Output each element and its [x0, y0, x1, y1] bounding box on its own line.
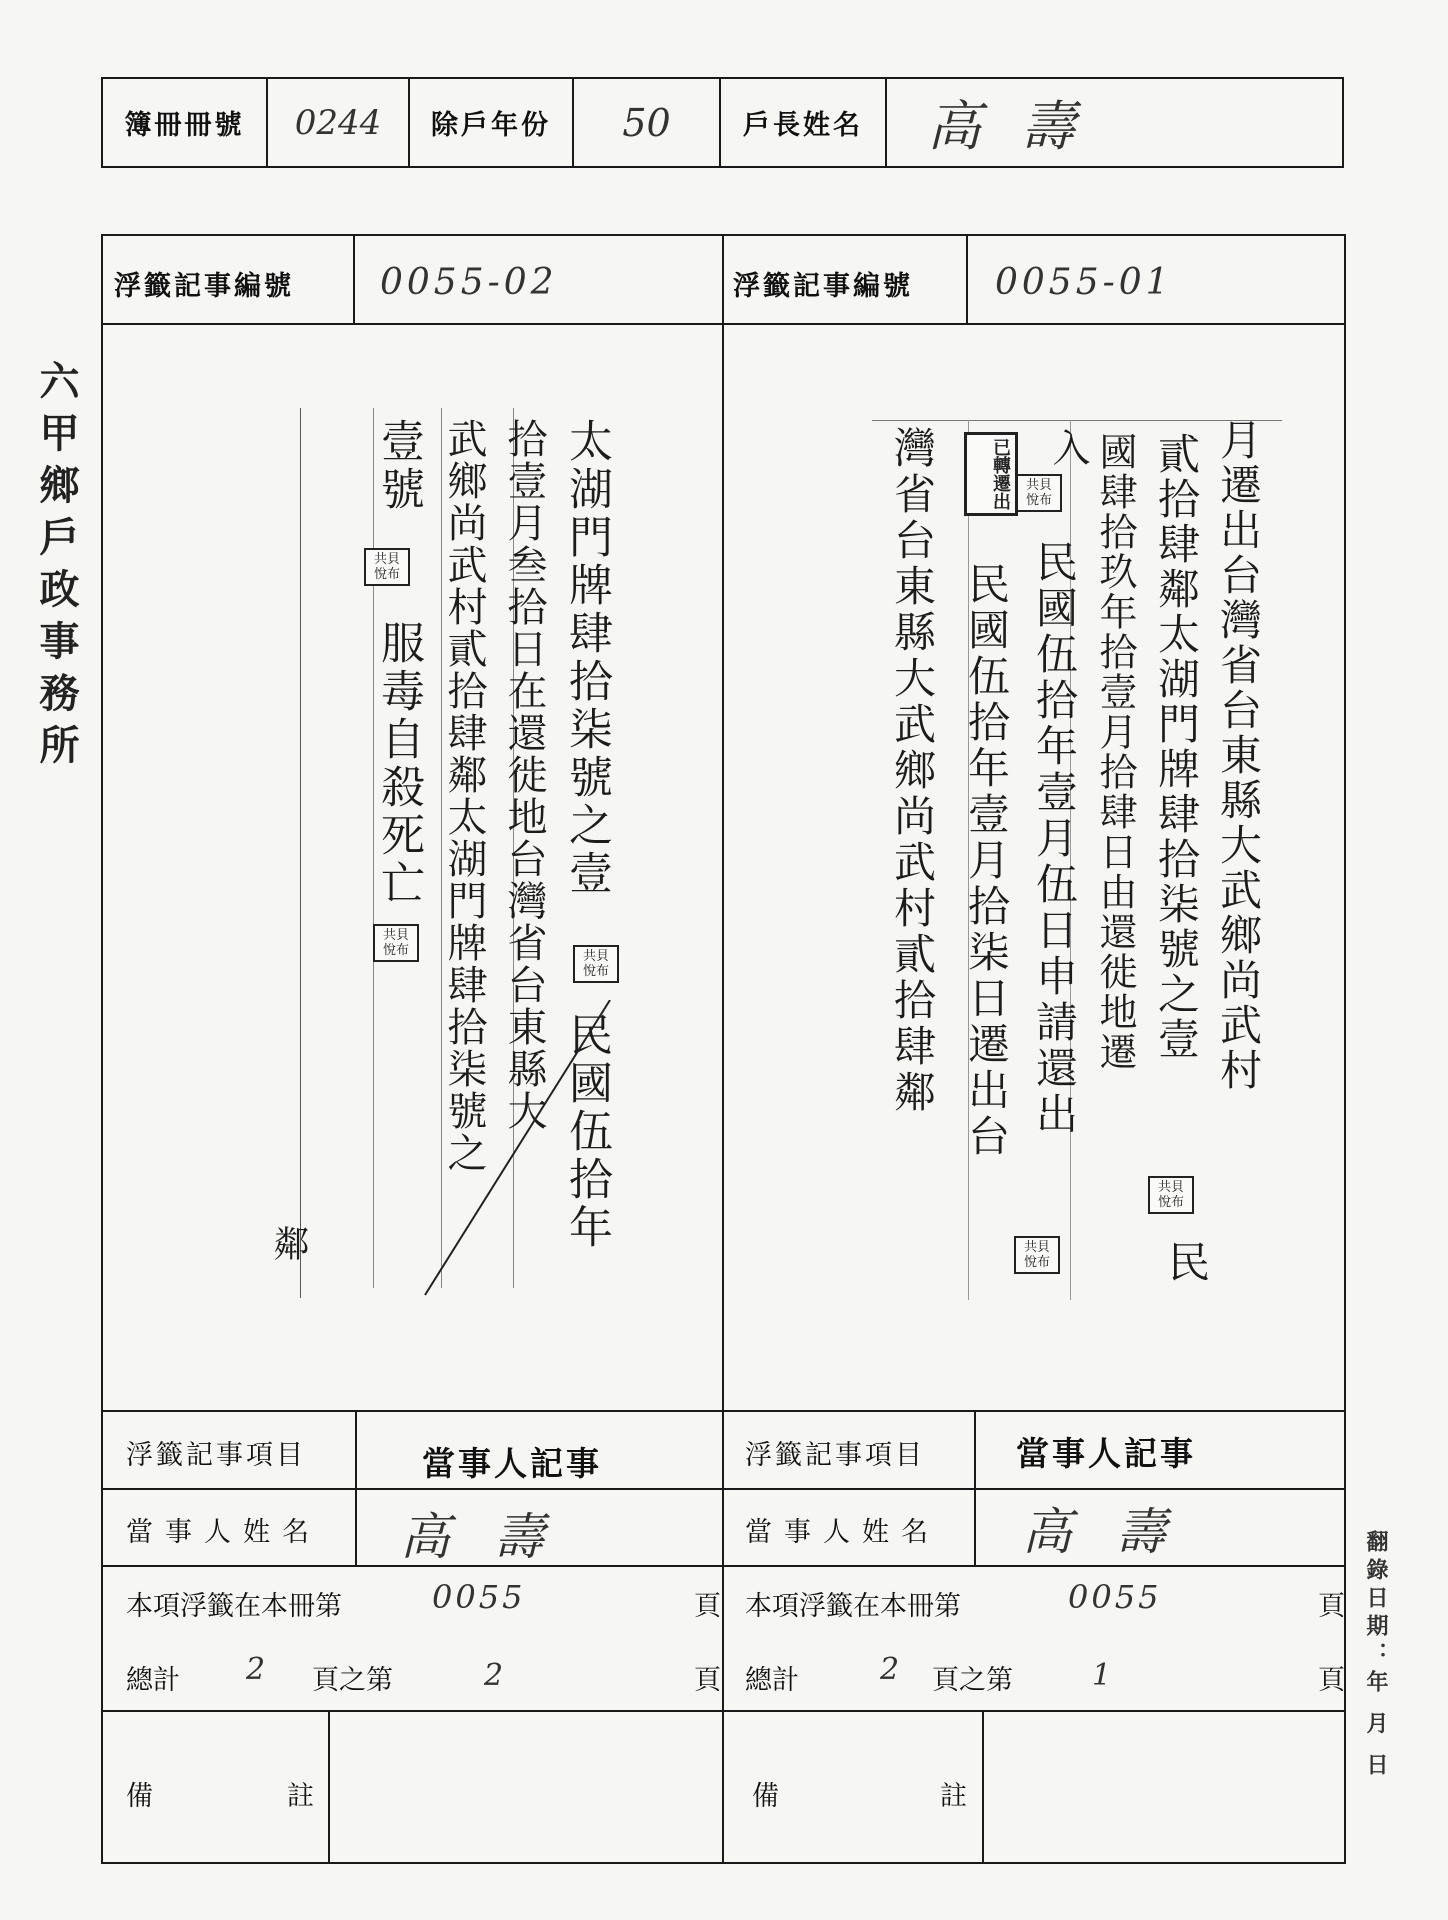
right-item-label: 浮籤記事項目	[745, 1440, 925, 1471]
book-no-label-cell	[103, 79, 268, 166]
left-seal-2: 共貝悅布	[373, 924, 419, 962]
book-no-label: 簿冊冊號	[124, 110, 245, 141]
item-row-line	[101, 1488, 1346, 1490]
book-no-value: 0244	[294, 102, 382, 143]
left-page-value: 0055	[432, 1578, 526, 1616]
pages-row-line	[101, 1710, 1346, 1712]
left-body-col-2: 民國伍拾年	[561, 1012, 612, 1252]
right-item-sep	[974, 1410, 976, 1565]
left-item-sep	[355, 1410, 357, 1565]
right-seal-2: 共貝悅布	[1148, 1176, 1194, 1214]
right-page-prefix: 本項浮籤在本冊第	[745, 1591, 961, 1622]
right-record-no-value: 0055-01	[995, 262, 1173, 303]
right-remark-label-b: 註	[940, 1781, 967, 1812]
right-total-index: 1	[1092, 1658, 1112, 1693]
left-total-index: 2	[484, 1658, 504, 1693]
head-name-label-cell	[721, 79, 887, 166]
center-divider	[722, 234, 724, 1864]
left-remark-label-a: 備	[126, 1781, 153, 1812]
right-body-col-1: 月遷出台灣省台東縣大武鄉尚武村	[1214, 418, 1263, 1093]
left-remark-sep	[328, 1710, 330, 1864]
left-body-col-6: 服毒自殺死亡	[373, 620, 424, 908]
right-item-value: 當事人記事	[1016, 1434, 1196, 1473]
left-total-value: 2	[246, 1652, 266, 1687]
copy-date-side-label: 翻錄日期：年 月 日	[1363, 1530, 1388, 1782]
right-person-value: 高壽	[1022, 1503, 1210, 1561]
right-total-suffix: 頁	[1318, 1665, 1345, 1696]
right-body-col-6: 民國伍拾年壹月伍日申請還出	[1030, 540, 1079, 1138]
right-total-prefix: 總計	[745, 1665, 799, 1696]
book-no-value-cell	[268, 79, 410, 166]
right-person-label: 當事人姓名	[745, 1517, 940, 1548]
right-body-col-4: 國肆拾玖年拾壹月拾肆日由還徙地遷	[1093, 432, 1137, 1072]
removal-year-value-cell	[574, 79, 721, 166]
left-item-label: 浮籤記事項目	[126, 1440, 306, 1471]
right-remark-label-a: 備	[752, 1781, 779, 1812]
left-seal-3: 共貝悅布	[573, 945, 619, 983]
right-page-suffix: 頁	[1318, 1591, 1345, 1622]
left-record-no-label: 浮籤記事編號	[114, 271, 294, 302]
left-item-value: 當事人記事	[422, 1444, 602, 1483]
right-page-value: 0055	[1068, 1578, 1162, 1616]
right-body-col-3: 民	[1162, 1240, 1211, 1286]
left-side-mark: 鄰	[268, 1225, 309, 1265]
removal-year-value: 50	[622, 100, 671, 145]
right-record-no-label: 浮籤記事編號	[733, 271, 913, 302]
body-bottom-line	[101, 1410, 1346, 1412]
left-total-prefix: 總計	[126, 1665, 180, 1696]
left-seal-1: 共貝悅布	[364, 548, 410, 586]
left-record-no-value: 0055-02	[380, 262, 558, 303]
right-remark-sep	[982, 1710, 984, 1864]
right-seal-1: 共貝悅布	[1016, 474, 1062, 512]
right-body-col-5: 入	[1046, 428, 1090, 470]
left-person-value: 高壽	[400, 1508, 588, 1566]
left-person-label: 當事人姓名	[126, 1517, 321, 1548]
person-row-line	[101, 1565, 1346, 1567]
left-total-suffix: 頁	[694, 1665, 721, 1696]
left-body-col-5: 壹號	[373, 418, 424, 514]
left-body-col-3: 拾壹月叁拾日在還徙地台灣省台東縣大	[501, 418, 547, 1132]
head-name-value-cell	[887, 79, 1342, 166]
left-page-prefix: 本項浮籤在本冊第	[126, 1591, 342, 1622]
left-recno-sep	[353, 234, 355, 323]
left-body-col-1: 太湖門牌肆拾柒號之壹	[561, 418, 612, 898]
left-page-suffix: 頁	[694, 1591, 721, 1622]
right-transfer-stamp: 已轉遷出	[964, 432, 1018, 516]
header-table	[101, 77, 1344, 168]
record-no-row-line	[101, 323, 1346, 325]
right-body-col-7: 民國伍拾年壹月拾柒日遷出台	[962, 562, 1011, 1160]
right-body-col-2: 貳拾肆鄰太湖門牌肆拾柒號之壹	[1152, 432, 1201, 1062]
removal-year-label: 除戶年份	[431, 110, 551, 141]
left-body-col-4: 武鄉尚武村貳拾肆鄰太湖門牌肆拾柒號之	[441, 418, 487, 1174]
right-recno-sep	[966, 234, 968, 323]
right-total-middle: 頁之第	[932, 1665, 1013, 1696]
head-name-label: 戶長姓名	[743, 110, 863, 141]
right-seal-3: 共貝悅布	[1014, 1236, 1060, 1274]
head-name-value: 高壽	[927, 95, 1115, 158]
office-side-label: 六甲鄉戶政事務所	[33, 360, 79, 776]
right-body-col-8: 灣省台東縣大武鄉尚武村貳拾肆鄰	[888, 426, 937, 1116]
removal-year-label-cell	[410, 79, 574, 166]
left-remark-label-b: 註	[287, 1781, 314, 1812]
left-total-middle: 頁之第	[312, 1665, 393, 1696]
right-total-value: 2	[880, 1652, 900, 1687]
left-strike-line	[420, 1000, 620, 1300]
